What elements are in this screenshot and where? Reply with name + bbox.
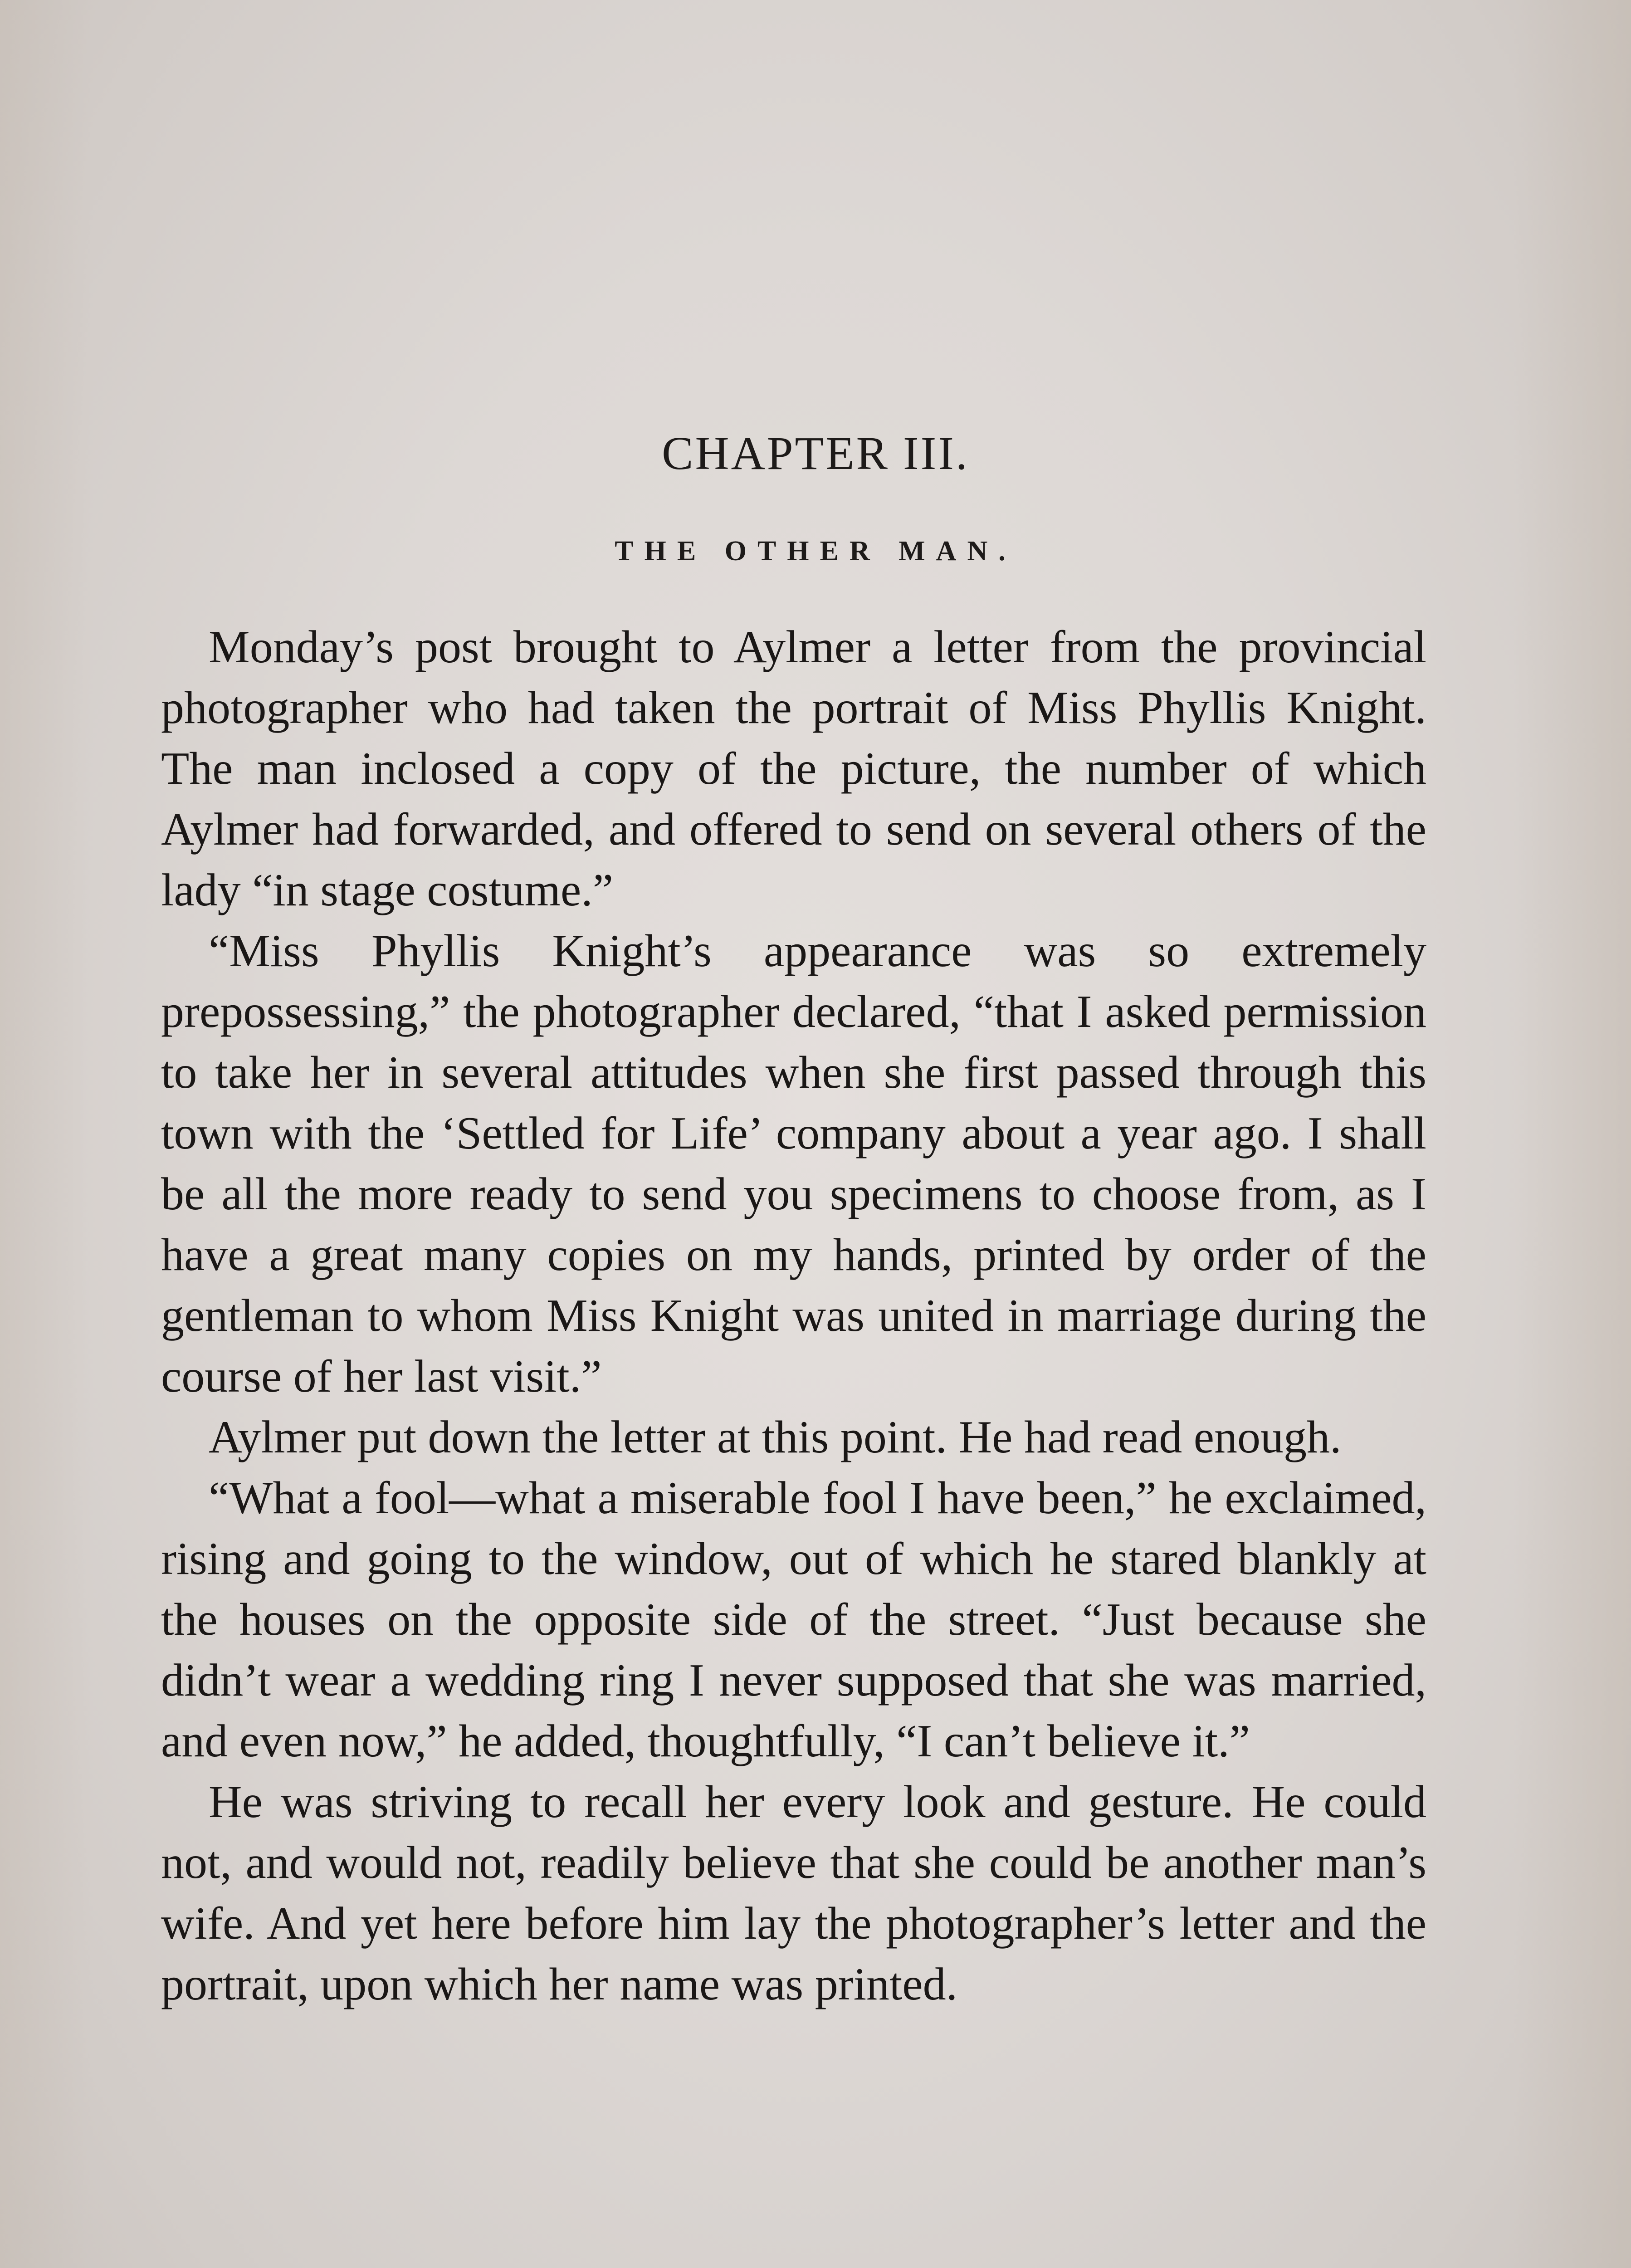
chapter-subtitle: THE OTHER MAN. xyxy=(615,536,1016,567)
paragraph: Aylmer put down the letter at this point. He had read enough. xyxy=(209,1412,1342,1463)
paragraph: “What a fool—what a miserable fool I have been,” he exclaimed, rising and going to the window, out of which he stared blankly at the houses on the opposite side of the street. “Just because she didn’t wear a wedding ring I never supposed that she was married, and even now,” he added, thoughtfully, “I can’t believe it.” xyxy=(161,1472,1426,1767)
paragraph: He was striving to recall her every look and gesture. He could not, and would not, readily believe that she could be another man’s wife. And yet here before him lay the photographer’s letter and the portrait, upon which her name was printed. xyxy=(161,1776,1426,2010)
page-edge-shadow-right xyxy=(1513,0,1631,2268)
page-edge-shadow-left xyxy=(0,0,91,2268)
chapter-body xyxy=(161,617,1426,2015)
paragraph: Monday’s post brought to Aylmer a letter from the provincial photographer who had taken the portrait of Miss Phyllis Knight. The man inclosed a copy of the picture, the number of which Aylmer had forwarded, and offered to send on several others of the lady “in stage costume.” xyxy=(161,621,1426,916)
paragraph: “Miss Phyllis Knight’s appearance was so extremely prepossessing,” the photographer declared, “that I asked permission to take her in several attitudes when she first passed through this town with the ‘Settled for Life’ company about a year ago. I shall be all the more ready to send you specimens to choose from, as I have a great many copies on my hands, printed by order of the gentleman to whom Miss Knight was united in marriage during the course of her last visit.” xyxy=(161,925,1426,1402)
chapter-title: CHAPTER III. xyxy=(662,427,969,479)
